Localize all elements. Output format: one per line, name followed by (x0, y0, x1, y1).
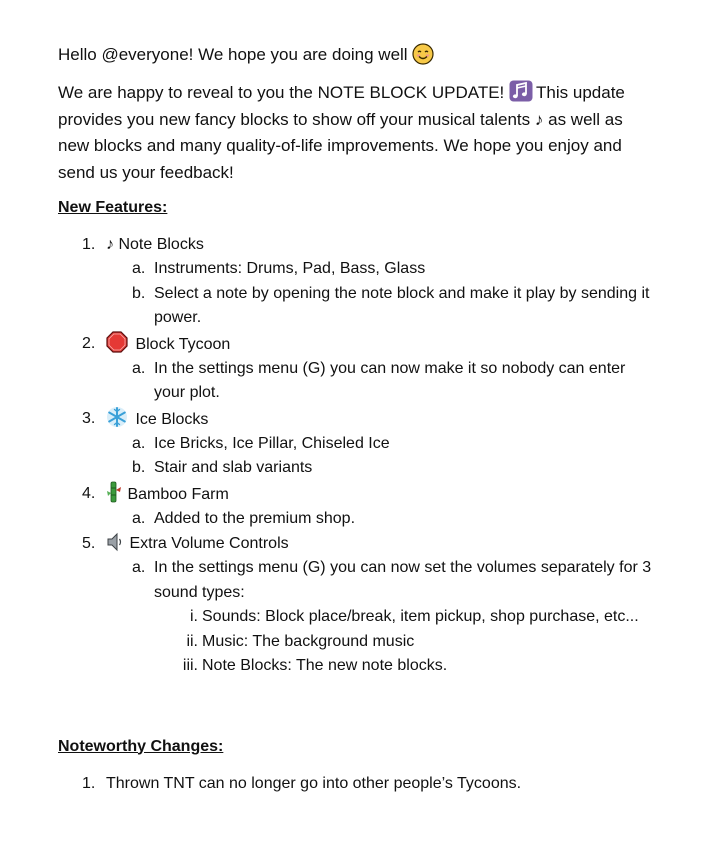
feature-title: Ice Blocks (135, 410, 209, 428)
list-item (106, 432, 658, 457)
list-item (58, 406, 658, 481)
list-item (106, 282, 658, 331)
list-letter: a. (132, 260, 146, 277)
sub-item-text: Ice Bricks, Ice Pillar, Chiseled Ice (154, 434, 390, 452)
list-letter: b. (132, 284, 146, 302)
sub-list (106, 357, 658, 406)
feature-title: Bamboo Farm (127, 485, 229, 503)
bamboo-icon (106, 481, 122, 503)
snowflake-icon (106, 406, 128, 428)
list-item (58, 531, 658, 679)
list-item (106, 357, 658, 406)
sub-item-text: Select a note by opening the note block and make it play by sending it power. (154, 284, 650, 326)
sub-sub-item-text: Note Blocks: The new note blocks. (202, 657, 448, 674)
new-features-heading: New Features: (58, 199, 168, 216)
sub-item-text: Added to the premium shop. (154, 509, 356, 527)
sub-item-text: Instruments: Drums, Pad, Bass, Glass (154, 260, 426, 277)
new-features-list (58, 232, 658, 679)
sub-sub-item-text: Music: The background music (202, 632, 415, 650)
musical-notes-icon (509, 80, 533, 102)
change-text: Thrown TNT can no longer go into other people’s Tycoons. (106, 774, 522, 792)
intro-part-3: as well as new blocks and many quality-of-life improvements. We hope you enjoy and send us your feedback! (58, 109, 623, 182)
sub-list (106, 507, 658, 532)
list-item (106, 456, 658, 481)
sub-sub-list (154, 605, 658, 679)
sub-item-text: Stair and slab variants (154, 459, 313, 476)
list-roman: i. (190, 608, 198, 625)
feature-title: Block Tycoon (135, 335, 231, 353)
list-number: 1. (82, 236, 96, 253)
list-number: 3. (82, 409, 96, 427)
list-number: 4. (82, 484, 96, 502)
list-number: 2. (82, 334, 96, 352)
music-note-icon: ♪ (106, 236, 114, 253)
list-item (106, 507, 658, 532)
list-item (154, 654, 658, 679)
speaker-icon (106, 532, 124, 552)
intro-paragraph (58, 80, 658, 186)
sub-list (106, 432, 658, 481)
list-roman: ii. (186, 632, 198, 650)
list-item (58, 771, 658, 796)
list-item (58, 232, 658, 331)
document-page (58, 42, 658, 796)
list-letter: b. (132, 459, 146, 476)
list-item (58, 331, 658, 406)
list-letter: a. (132, 359, 146, 377)
greeting-text: Hello @everyone! We hope you are doing well (58, 45, 408, 64)
intro-part-1: We are happy to reveal to you the NOTE BLOCK UPDATE! (58, 83, 505, 102)
section-spacer (58, 679, 658, 735)
list-item (106, 556, 658, 679)
music-note-glyph: ♪ (534, 109, 544, 129)
noteworthy-changes-heading: Noteworthy Changes: (58, 737, 224, 755)
list-item (154, 630, 658, 655)
noteworthy-changes-list (58, 771, 658, 796)
stop-sign-icon (106, 331, 128, 353)
list-letter: a. (132, 559, 146, 576)
sub-list (106, 556, 658, 679)
intro-part-2: This update provides you new fancy blocks to show off your musical talents (58, 83, 625, 129)
sub-item-text: In the settings menu (G) you can now set the volumes separately for 3 sound types: (154, 559, 652, 601)
list-item (58, 481, 658, 532)
feature-title: Note Blocks (118, 236, 204, 253)
sub-sub-item-text: Sounds: Block place/break, item pickup, shop purchase, etc... (202, 608, 639, 625)
sub-list (106, 257, 658, 331)
list-number: 5. (82, 535, 96, 552)
list-letter: a. (132, 509, 146, 527)
smiling-face-icon (412, 43, 434, 65)
feature-title: Extra Volume Controls (129, 535, 289, 552)
list-letter: a. (132, 434, 146, 452)
list-item (154, 605, 658, 630)
list-roman: iii. (182, 657, 198, 674)
list-number: 1. (82, 774, 96, 792)
sub-item-text: In the settings menu (G) you can now make it so nobody can enter your plot. (154, 359, 626, 401)
greeting-line (58, 42, 658, 68)
list-item (106, 257, 658, 282)
